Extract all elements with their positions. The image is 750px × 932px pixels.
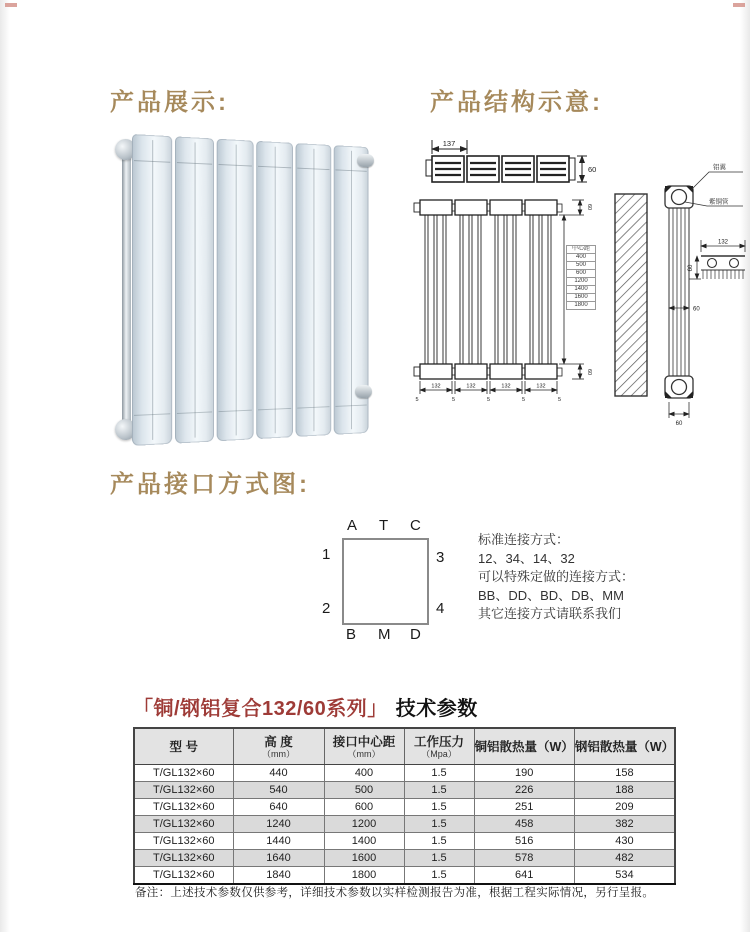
table-cell: T/GL132×60 [134,765,233,782]
dim-label: 5 [451,397,456,403]
side-view-drawing [613,156,747,428]
dim-label: 60 [586,368,592,376]
dim-label: 60 [688,264,694,272]
table-cell: 1800 [324,867,404,885]
table-cell: 1.5 [404,867,474,885]
height-box: 1600 [566,293,596,302]
radiator-collector-pipe [122,148,131,428]
radiator-end-cap [357,154,374,167]
height-box: 400 [566,253,596,262]
dim-label: 60 [693,306,700,313]
heights-stack [566,246,596,310]
table-cell: 400 [324,765,404,782]
table-row [134,816,675,833]
table-cell: 190 [474,765,574,782]
dim-label: 5 [415,397,419,403]
table-cell: 500 [324,782,404,799]
dim-label: 60 [586,203,592,211]
column-header: 工作压力 （Mpa） [404,728,474,765]
spec-header-row [134,728,675,765]
dim-label: 60 [588,165,597,174]
column-header: 接口中心距 （mm） [324,728,404,765]
section-title-structure: 产品结构示意: [430,89,603,116]
title-series: 铜/钢铝复合132/60系列 [153,698,368,720]
column-header: 钢铝散热量（W） [574,728,675,765]
table-cell: 209 [574,799,675,816]
copper-tube-label: 紫铜管 [709,198,729,206]
table-cell: 578 [474,850,574,867]
table-cell: 458 [474,816,574,833]
note-line: 可以特殊定做的连接方式： [478,569,635,584]
top-view-drawing [424,138,604,190]
page-edge-shadow-left [0,0,10,932]
title-bracket-open: 「 [133,698,154,720]
dim-label: 132 [466,383,476,390]
radiator-panel [257,141,294,439]
radiator-panels [132,134,368,446]
table-cell: 158 [574,765,675,782]
table-cell: 188 [574,782,675,799]
section-title-interface: 产品接口方式图: [110,471,310,498]
table-cell: 1600 [324,850,404,867]
table-cell: 540 [233,782,324,799]
dim-label: 132 [431,383,441,390]
spec-table [133,727,676,885]
table-cell: 1440 [233,833,324,850]
table-cell: 1.5 [404,799,474,816]
dim-label: 137 [442,139,456,148]
note-line: BB、DD、BD、DB、MM [478,587,624,603]
table-cell: 1840 [233,867,324,885]
table-cell: 640 [233,799,324,816]
corner-mark [5,3,17,7]
radiator-panel [216,139,254,442]
table-cell: 226 [474,782,574,799]
height-box: 1800 [566,301,596,310]
table-cell: T/GL132×60 [134,833,233,850]
table-cell: 430 [574,833,675,850]
spec-table-title [133,692,478,721]
dim-label: 5 [557,397,562,403]
table-cell: 1640 [233,850,324,867]
table-cell: 641 [474,867,574,885]
table-cell: 600 [324,799,404,816]
connection-label-C: C [410,517,421,534]
fin-label: 铝翼 [713,164,726,171]
connection-label-B: B [346,626,357,643]
dim-label: 132 [501,383,511,390]
table-cell: T/GL132×60 [134,867,233,885]
connection-label-4: 4 [436,600,445,617]
table-cell: 1.5 [404,782,474,799]
height-box: 1400 [566,285,596,294]
spec-note: 备注：上述技术参数仅供参考，详细技术参数以实样检测报告为准，根据工程实际情况，另行呈报。 [135,887,655,899]
table-cell: 382 [574,816,675,833]
connection-square [342,538,429,625]
dim-label: 5 [521,397,526,403]
title-suffix: 技术参数 [395,698,478,720]
table-cell: 1.5 [404,850,474,867]
note-line: 标准连接方式： [478,532,570,547]
table-row [134,799,675,816]
table-cell: 1400 [324,833,404,850]
height-box: 500 [566,261,596,270]
table-cell: 1.5 [404,816,474,833]
connection-label-A: A [347,517,358,534]
table-cell: T/GL132×60 [134,782,233,799]
table-row [134,765,675,782]
title-bracket-close: 」 [367,698,388,720]
table-cell: T/GL132×60 [134,816,233,833]
dim-label: 5 [486,397,491,403]
table-row [134,850,675,867]
note-line: 其它连接方式请联系我们 [478,606,622,621]
table-cell: T/GL132×60 [134,850,233,867]
radiator-panel [132,134,172,446]
table-cell: 251 [474,799,574,816]
height-box: 1200 [566,277,596,286]
connection-label-2: 2 [322,600,331,617]
table-cell: 1240 [233,816,324,833]
dim-label: 132 [717,239,729,246]
radiator-panel [175,136,214,443]
dim-label: 60 [675,421,683,427]
spec-table-body [134,765,675,885]
table-cell: 482 [574,850,675,867]
corner-mark [733,3,745,7]
radiator-end-cap [355,385,372,398]
table-cell: 534 [574,867,675,885]
wall-section [615,194,647,396]
table-cell: 1.5 [404,833,474,850]
table-row [134,833,675,850]
section-title-product-display: 产品展示: [110,89,229,116]
height-box: 600 [566,269,596,278]
radiator-product-photo [112,134,390,446]
column-header: 铜铝散热量（W） [474,728,574,765]
table-cell: 440 [233,765,324,782]
table-cell: 1200 [324,816,404,833]
connection-label-M: M [378,626,391,643]
table-cell: 516 [474,833,574,850]
table-row [134,867,675,885]
connection-label-3: 3 [436,549,445,566]
table-cell: 1.5 [404,765,474,782]
height-box: 中心距 [566,245,596,254]
radiator-panel [296,143,332,437]
connection-label-T: T [379,517,389,534]
dim-label: 132 [536,383,546,390]
table-row [134,782,675,799]
connection-label-1: 1 [322,546,331,563]
connection-notes [478,531,718,624]
column-header: 型 号 [134,728,233,765]
connection-label-D: D [410,626,421,643]
page-edge-shadow-right [740,0,750,932]
column-header: 高 度 （mm） [233,728,324,765]
table-cell: T/GL132×60 [134,799,233,816]
note-line: 12、34、14、32 [478,550,575,566]
